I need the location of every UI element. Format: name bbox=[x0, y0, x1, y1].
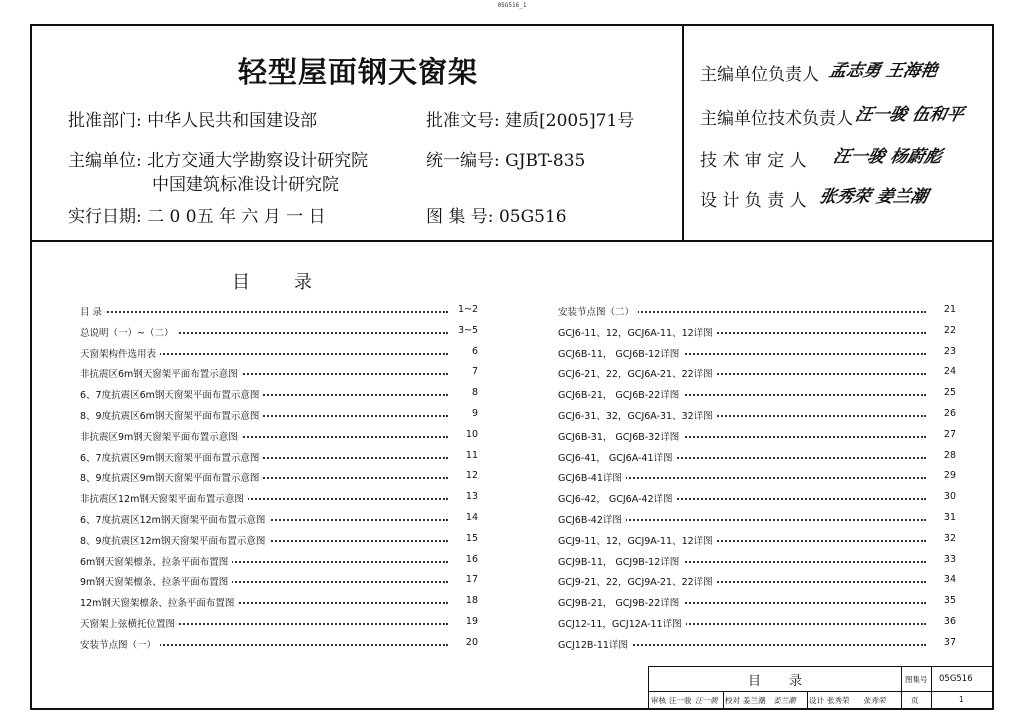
toc-entry-title: 天窗架构件选用表 bbox=[80, 346, 160, 360]
toc-entry-page: 7 bbox=[448, 366, 478, 377]
leader-dots bbox=[80, 311, 448, 313]
title-block-title: 目 录 bbox=[747, 674, 803, 689]
toc-entry-page: 37 bbox=[926, 637, 956, 648]
title-block-atlas-value: 05G516 bbox=[939, 674, 973, 684]
toc-entry-page: 30 bbox=[926, 491, 956, 502]
toc-entry bbox=[80, 637, 478, 658]
toc-entry-title: 8、9度抗震区12m钢天窗架平面布置示意图 bbox=[80, 533, 269, 547]
toc-entry-title: 6m钢天窗架檩条、拉条平面布置图 bbox=[80, 554, 232, 568]
editor-unit-head-signature: 孟志勇 王海艳 bbox=[827, 61, 940, 81]
toc-entry bbox=[80, 554, 478, 575]
review-signature: 汪一骏 bbox=[695, 696, 718, 705]
toc-entry-title: GCJ9B-21， GCJ9B-22详图 bbox=[558, 595, 683, 609]
toc-entry-page: 11 bbox=[448, 450, 478, 461]
toc-entry-title: 安装节点图（二） bbox=[558, 304, 638, 318]
design-head-label: 设 计 负 责 人 bbox=[700, 191, 807, 211]
toc-entry-page: 18 bbox=[448, 595, 478, 606]
toc-entry-title: GCJ9-21、22，GCJ9A-21、22详图 bbox=[558, 574, 717, 588]
toc-entry-title: GCJ6-11、12，GCJ6A-11、12详图 bbox=[558, 325, 717, 339]
design-name: 张秀荣 bbox=[827, 696, 850, 705]
responsible-persons bbox=[684, 26, 994, 242]
toc-entry-page: 3~5 bbox=[448, 325, 478, 336]
toc-entry-title: GCJ12B-11详图 bbox=[558, 637, 632, 651]
toc-entry-title: GCJ6B-11， GCJ6B-12详图 bbox=[558, 346, 683, 360]
toc-entry bbox=[80, 429, 478, 450]
page-number: 1 bbox=[959, 695, 964, 704]
toc-entry bbox=[80, 366, 478, 387]
toc-entry-page: 14 bbox=[448, 512, 478, 523]
toc-entry-title: 总说明（一）~（二） bbox=[80, 325, 177, 339]
toc-entry-title: 8、9度抗震区9m钢天窗架平面布置示意图 bbox=[80, 470, 263, 484]
toc-entry bbox=[558, 595, 956, 616]
toc-entry bbox=[80, 574, 478, 595]
toc-entry bbox=[80, 408, 478, 429]
atlas-title: 轻型屋面钢天窗架 bbox=[237, 55, 478, 89]
toc-entry-title: 6、7度抗震区12m钢天窗架平面布置示意图 bbox=[80, 512, 269, 526]
toc-entry-title: GCJ9B-11， GCJ9B-12详图 bbox=[558, 554, 683, 568]
toc-entry-title: GCJ6B-41详图 bbox=[558, 470, 626, 484]
toc-entry-title: 非抗震区6m钢天窗架平面布置示意图 bbox=[80, 366, 242, 380]
toc-entry bbox=[80, 304, 478, 325]
toc-entry-page: 34 bbox=[926, 574, 956, 585]
editor-unit: 主编单位: 北方交通大学勘察设计研究院 bbox=[68, 151, 369, 171]
toc-entry-page: 13 bbox=[448, 491, 478, 502]
toc-entry-page: 20 bbox=[448, 637, 478, 648]
approve-doc: 批准文号: 建质[2005]71号 bbox=[426, 111, 635, 131]
toc-entry bbox=[80, 595, 478, 616]
toc-entry-title: GCJ6-41， GCJ6A-41详图 bbox=[558, 450, 677, 464]
toc-entry-page: 22 bbox=[926, 325, 956, 336]
toc-entry-title: 目 录 bbox=[80, 304, 106, 318]
toc-entry-title: GCJ12-11，GCJ12A-11详图 bbox=[558, 616, 686, 630]
toc-entry bbox=[558, 408, 956, 429]
toc-entry-title: GCJ6-21、22，GCJ6A-21、22详图 bbox=[558, 366, 717, 380]
toc-entry-page: 6 bbox=[448, 346, 478, 357]
tech-head-label: 主编单位技术负责人 bbox=[700, 109, 853, 129]
toc-entry bbox=[80, 533, 478, 554]
toc-entry bbox=[558, 429, 956, 450]
toc-entry bbox=[80, 491, 478, 512]
check-label: 校对 bbox=[725, 696, 740, 705]
toc-entry bbox=[80, 450, 478, 471]
toc-entry-page: 36 bbox=[926, 616, 956, 627]
toc-entry-title: GCJ6-42， GCJ6A-42详图 bbox=[558, 491, 677, 505]
tech-head-signature: 汪一骏 伍和平 bbox=[853, 105, 966, 125]
toc-entry-title: GCJ6B-42详图 bbox=[558, 512, 626, 526]
toc-entry-title: 天窗架上弦横托位置图 bbox=[80, 616, 179, 630]
toc-entry-page: 25 bbox=[926, 387, 956, 398]
toc-entry bbox=[558, 387, 956, 408]
sheet-id: 05G516_1 bbox=[497, 2, 527, 9]
toc-entry-title: 12m钢天窗架檩条、拉条平面布置图 bbox=[80, 595, 238, 609]
toc-entry bbox=[558, 366, 956, 387]
toc-left-column bbox=[80, 304, 478, 658]
toc-entry bbox=[80, 512, 478, 533]
toc-entry-page: 1~2 bbox=[448, 304, 478, 315]
toc-entry-title: 6、7度抗震区9m钢天窗架平面布置示意图 bbox=[80, 450, 263, 464]
toc-entry-page: 32 bbox=[926, 533, 956, 544]
check-name: 姜兰潮 bbox=[743, 696, 766, 705]
toc-entry-page: 23 bbox=[926, 346, 956, 357]
toc-entry-title: 安装节点图（一） bbox=[80, 637, 160, 651]
atlas-number: 图 集 号: 05G516 bbox=[426, 207, 567, 227]
toc-entry-page: 8 bbox=[448, 387, 478, 398]
page-label: 页 bbox=[911, 696, 919, 705]
toc-entry-page: 12 bbox=[448, 470, 478, 481]
toc-entry bbox=[558, 637, 956, 658]
header-info bbox=[32, 26, 684, 242]
toc-entry-page: 28 bbox=[926, 450, 956, 461]
toc-entry-page: 26 bbox=[926, 408, 956, 419]
review-name: 汪一骏 bbox=[669, 696, 692, 705]
toc-entry-page: 21 bbox=[926, 304, 956, 315]
toc-entry bbox=[80, 346, 478, 367]
toc-entry bbox=[558, 533, 956, 554]
toc-entry-title: 6、7度抗震区6m钢天窗架平面布置示意图 bbox=[80, 387, 263, 401]
toc-entry bbox=[558, 470, 956, 491]
toc-entry bbox=[558, 491, 956, 512]
toc-entry-page: 15 bbox=[448, 533, 478, 544]
toc-entry bbox=[80, 616, 478, 637]
editor-unit-head-label: 主编单位负责人 bbox=[700, 65, 819, 85]
toc-entry-page: 9 bbox=[448, 408, 478, 419]
toc-entry-title: GCJ9-11、12，GCJ9A-11、12详图 bbox=[558, 533, 717, 547]
toc-entry-page: 24 bbox=[926, 366, 956, 377]
title-block bbox=[648, 666, 994, 710]
toc-entry bbox=[558, 325, 956, 346]
tech-reviewer-label: 技 术 审 定 人 bbox=[700, 151, 807, 171]
toc-entry-page: 27 bbox=[926, 429, 956, 440]
toc-entry-page: 16 bbox=[448, 554, 478, 565]
design-signature: 张秀荣 bbox=[863, 696, 886, 705]
toc-entry bbox=[558, 616, 956, 637]
toc-entry-title: 8、9度抗震区6m钢天窗架平面布置示意图 bbox=[80, 408, 263, 422]
toc-right-column bbox=[558, 304, 956, 658]
toc-entry-page: 17 bbox=[448, 574, 478, 585]
toc-entry bbox=[558, 304, 956, 325]
toc-entry-title: GCJ6B-31， GCJ6B-32详图 bbox=[558, 429, 683, 443]
unified-number: 统一编号: GJBT-835 bbox=[426, 151, 586, 171]
drawing-frame bbox=[30, 24, 994, 710]
toc-entry-title: 非抗震区12m钢天窗架平面布置示意图 bbox=[80, 491, 248, 505]
toc-heading: 目 录 bbox=[232, 272, 312, 293]
toc-entry bbox=[80, 387, 478, 408]
toc-entry-title: 非抗震区9m钢天窗架平面布置示意图 bbox=[80, 429, 242, 443]
toc-entry-page: 19 bbox=[448, 616, 478, 627]
toc-entry bbox=[558, 554, 956, 575]
toc-entry bbox=[80, 325, 478, 346]
toc-entry-page: 10 bbox=[448, 429, 478, 440]
toc-entry bbox=[558, 512, 956, 533]
toc-entry-page: 29 bbox=[926, 470, 956, 481]
toc-entry-page: 33 bbox=[926, 554, 956, 565]
toc-entry bbox=[558, 346, 956, 367]
design-label: 设计 bbox=[809, 696, 824, 705]
editor-unit-2: 中国建筑标准设计研究院 bbox=[152, 175, 339, 195]
toc-entry-page: 35 bbox=[926, 595, 956, 606]
tech-reviewer-signature: 汪一骏 杨蔚彪 bbox=[831, 147, 944, 167]
check-signature: 姜兰潮 bbox=[773, 696, 796, 705]
implement-date: 实行日期: 二 0 0五 年 六 月 一 日 bbox=[68, 207, 326, 227]
toc-entry-page: 31 bbox=[926, 512, 956, 523]
review-label: 审核 bbox=[651, 696, 666, 705]
toc-entry bbox=[80, 470, 478, 491]
toc-entry-title: GCJ6B-21， GCJ6B-22详图 bbox=[558, 387, 683, 401]
approve-dept: 批准部门: 中华人民共和国建设部 bbox=[68, 111, 318, 131]
toc-entry bbox=[558, 574, 956, 595]
toc-entry-title: GCJ6-31、32，GCJ6A-31、32详图 bbox=[558, 408, 717, 422]
title-block-atlas-label: 图集号 bbox=[905, 675, 928, 684]
toc-entry bbox=[558, 450, 956, 471]
design-head-signature: 张秀荣 姜兰潮 bbox=[817, 187, 930, 207]
toc-entry-title: 9m钢天窗架檩条、拉条平面布置图 bbox=[80, 574, 232, 588]
